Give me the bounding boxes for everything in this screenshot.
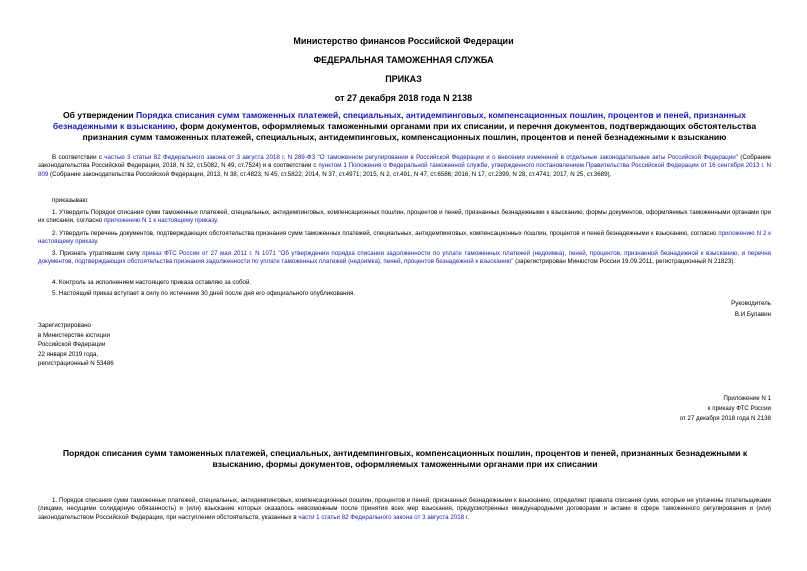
annex-1-link[interactable]: приложению N 1 к настоящему приказу <box>103 217 217 225</box>
item-1-end: . <box>216 217 219 225</box>
signature-position: Руководитель <box>731 300 771 307</box>
service-heading: ФЕДЕРАЛЬНАЯ ТАМОЖЕННАЯ СЛУЖБА <box>313 55 494 65</box>
item-2-text: 2. Утвердить перечень документов, подтверждающих обстоятельства признания сумм таможенных платежей, специальных, антидемпинговых, компенсационных пошлин, процентов и пеней безнадежными к взысканию, согласно <box>52 230 719 237</box>
order-title <box>38 110 771 143</box>
registration-line-3: Российской Федерации <box>38 341 106 349</box>
registration-line-5: регистрационный N 53486 <box>38 360 114 368</box>
ministry-heading: Министерство финансов Российской Федерации <box>293 36 514 46</box>
item-2 <box>38 230 771 247</box>
order-word: приказываю: <box>52 197 89 204</box>
annex-title: Порядок списания сумм таможенных платежей, специальных, антидемпинговых, компенсационных пошлин, процентов и пеней, признанных безнадежными к взысканию, формы документов, оформляемых таможенными органами при их списании <box>62 448 748 469</box>
item-2-end: . <box>96 238 99 246</box>
item-5: 5. Настоящий приказ вступает в силу по истечении 30 дней после дня его официального опубликования. <box>52 290 356 297</box>
item-1 <box>38 209 771 226</box>
registration-line-1: Зарегистрировано <box>38 322 91 329</box>
annex-ref-line-2: к приказу ФТС России <box>707 405 771 412</box>
preamble-text-b: (Собрание законодательства Российской Федерации, 2018, N 32, ст.5082, N 49, ст.7524) и в соответствии с <box>38 154 771 170</box>
preamble-text-c: (Собрание законодательства Российской Федерации, 2013, N 38, ст.4823, N 45, ст.5822; 2014, N 37, ст.4971; 2015, N 2, ст.491, N 47, ст.6586; 2016, N 17, ст.2399, N 28, ст.4741; 2017, N 25, ст.3689), <box>48 170 612 178</box>
registration-line-2: в Министерстве юстиции <box>38 331 111 339</box>
title-prefix: Об утверждении <box>62 110 136 120</box>
annex-2-link[interactable]: приложению N 2 к настоящему приказу <box>38 230 772 246</box>
title-procedure-link[interactable]: Порядка списания сумм таможенных платежей, специальных, антидемпинговых, компенсационных пошлин, процентов и пеней, признанных безнадежными к взысканию <box>52 110 747 131</box>
doc-type-heading: ПРИКАЗ <box>385 74 422 84</box>
item-3 <box>38 250 771 267</box>
registration-block <box>38 321 114 369</box>
title-rest: , форм документов, оформляемых таможенными органами при их списании, и перечня документов, подтверждающих обстоятельства признания сумм таможенных платежей, специальных, антидемпинговых, компенсационных пошлин, процентов и пеней безнадежными к взысканию <box>82 121 757 142</box>
item-1-text: 1. Утвердить Порядок списания сумм таможенных платежей, специальных, антидемпинговых, компенсационных пошлин, процентов и пеней, признанных безнадежными к взысканию, формы документов, оформляемых таможенными органами при их списании, согласно <box>38 209 771 225</box>
item-4: 4. Контроль за исполнением настоящего приказа оставляю за собой. <box>52 279 252 286</box>
preamble-paragraph <box>38 154 771 179</box>
registration-line-4: 22 января 2019 года, <box>38 350 99 358</box>
regulation-link[interactable]: пунктом 1 Положения о Федеральной таможенной службе, утвержденного постановлением Правительства Российской Федерации от 16 сентября 2013 г. N 809 <box>38 162 771 178</box>
annex-p1-text: 1. Порядок списания сумм таможенных платежей, специальных, антидемпинговых, компенсационных пошлин, процентов и пеней, признанных безнадежными к взысканию, определяет правила списания сумм, которые не уплачены плательщиками (лицами, несущими солидарную обязанность) и (или) взыскание которых оказалось невозможным после принятия всех мер взыскания, предусмотренных международными договорами и актами в сфере таможенного регулирования и (или) законодательством Российской Федерации, при наступлении обстоятельств, указанных в <box>38 497 771 521</box>
federal-law-link[interactable]: частью 3 статьи 82 Федерального закона от 3 августа 2018 г. N 289-ФЗ "О таможенном регулировании в Российской Федерации и о внесении изменений в отдельные законодательные акты Российской Федерации" <box>104 154 738 161</box>
item-3-end: (зарегистрирован Минюстом России 19.09.2011, регистрационный N 21823). <box>513 258 736 266</box>
item-3-text: 3. Признать утратившим силу <box>52 250 143 257</box>
annex-reference <box>680 394 771 424</box>
repealed-order-link[interactable]: приказ ФТС России от 27 мая 2011 г. N 1071 "Об утверждении порядка списания задолженности по уплате таможенных платежей (недоимка), пеней, процентов, признанной безнадежной к взысканию, и перечня документов, подтверждающих обстоятельства признания задолженности по уплате таможенных платежей (недоимка), пеней, процентов безнадежной к взысканию" <box>38 250 771 266</box>
date-number-heading: от 27 декабря 2018 года N 2138 <box>334 93 473 103</box>
annex-law-link[interactable]: части 1 статьи 82 Федерального закона от 3 августа 2018 г. <box>298 513 470 521</box>
signature-name: В.И.Булавин <box>734 311 771 318</box>
annex-ref-line-3: от 27 декабря 2018 года N 2138 <box>679 415 771 422</box>
preamble-text-a: В соответствии с <box>52 154 105 161</box>
annex-ref-line-1: Приложение N 1 <box>723 395 771 402</box>
annex-paragraph-1 <box>38 497 771 522</box>
